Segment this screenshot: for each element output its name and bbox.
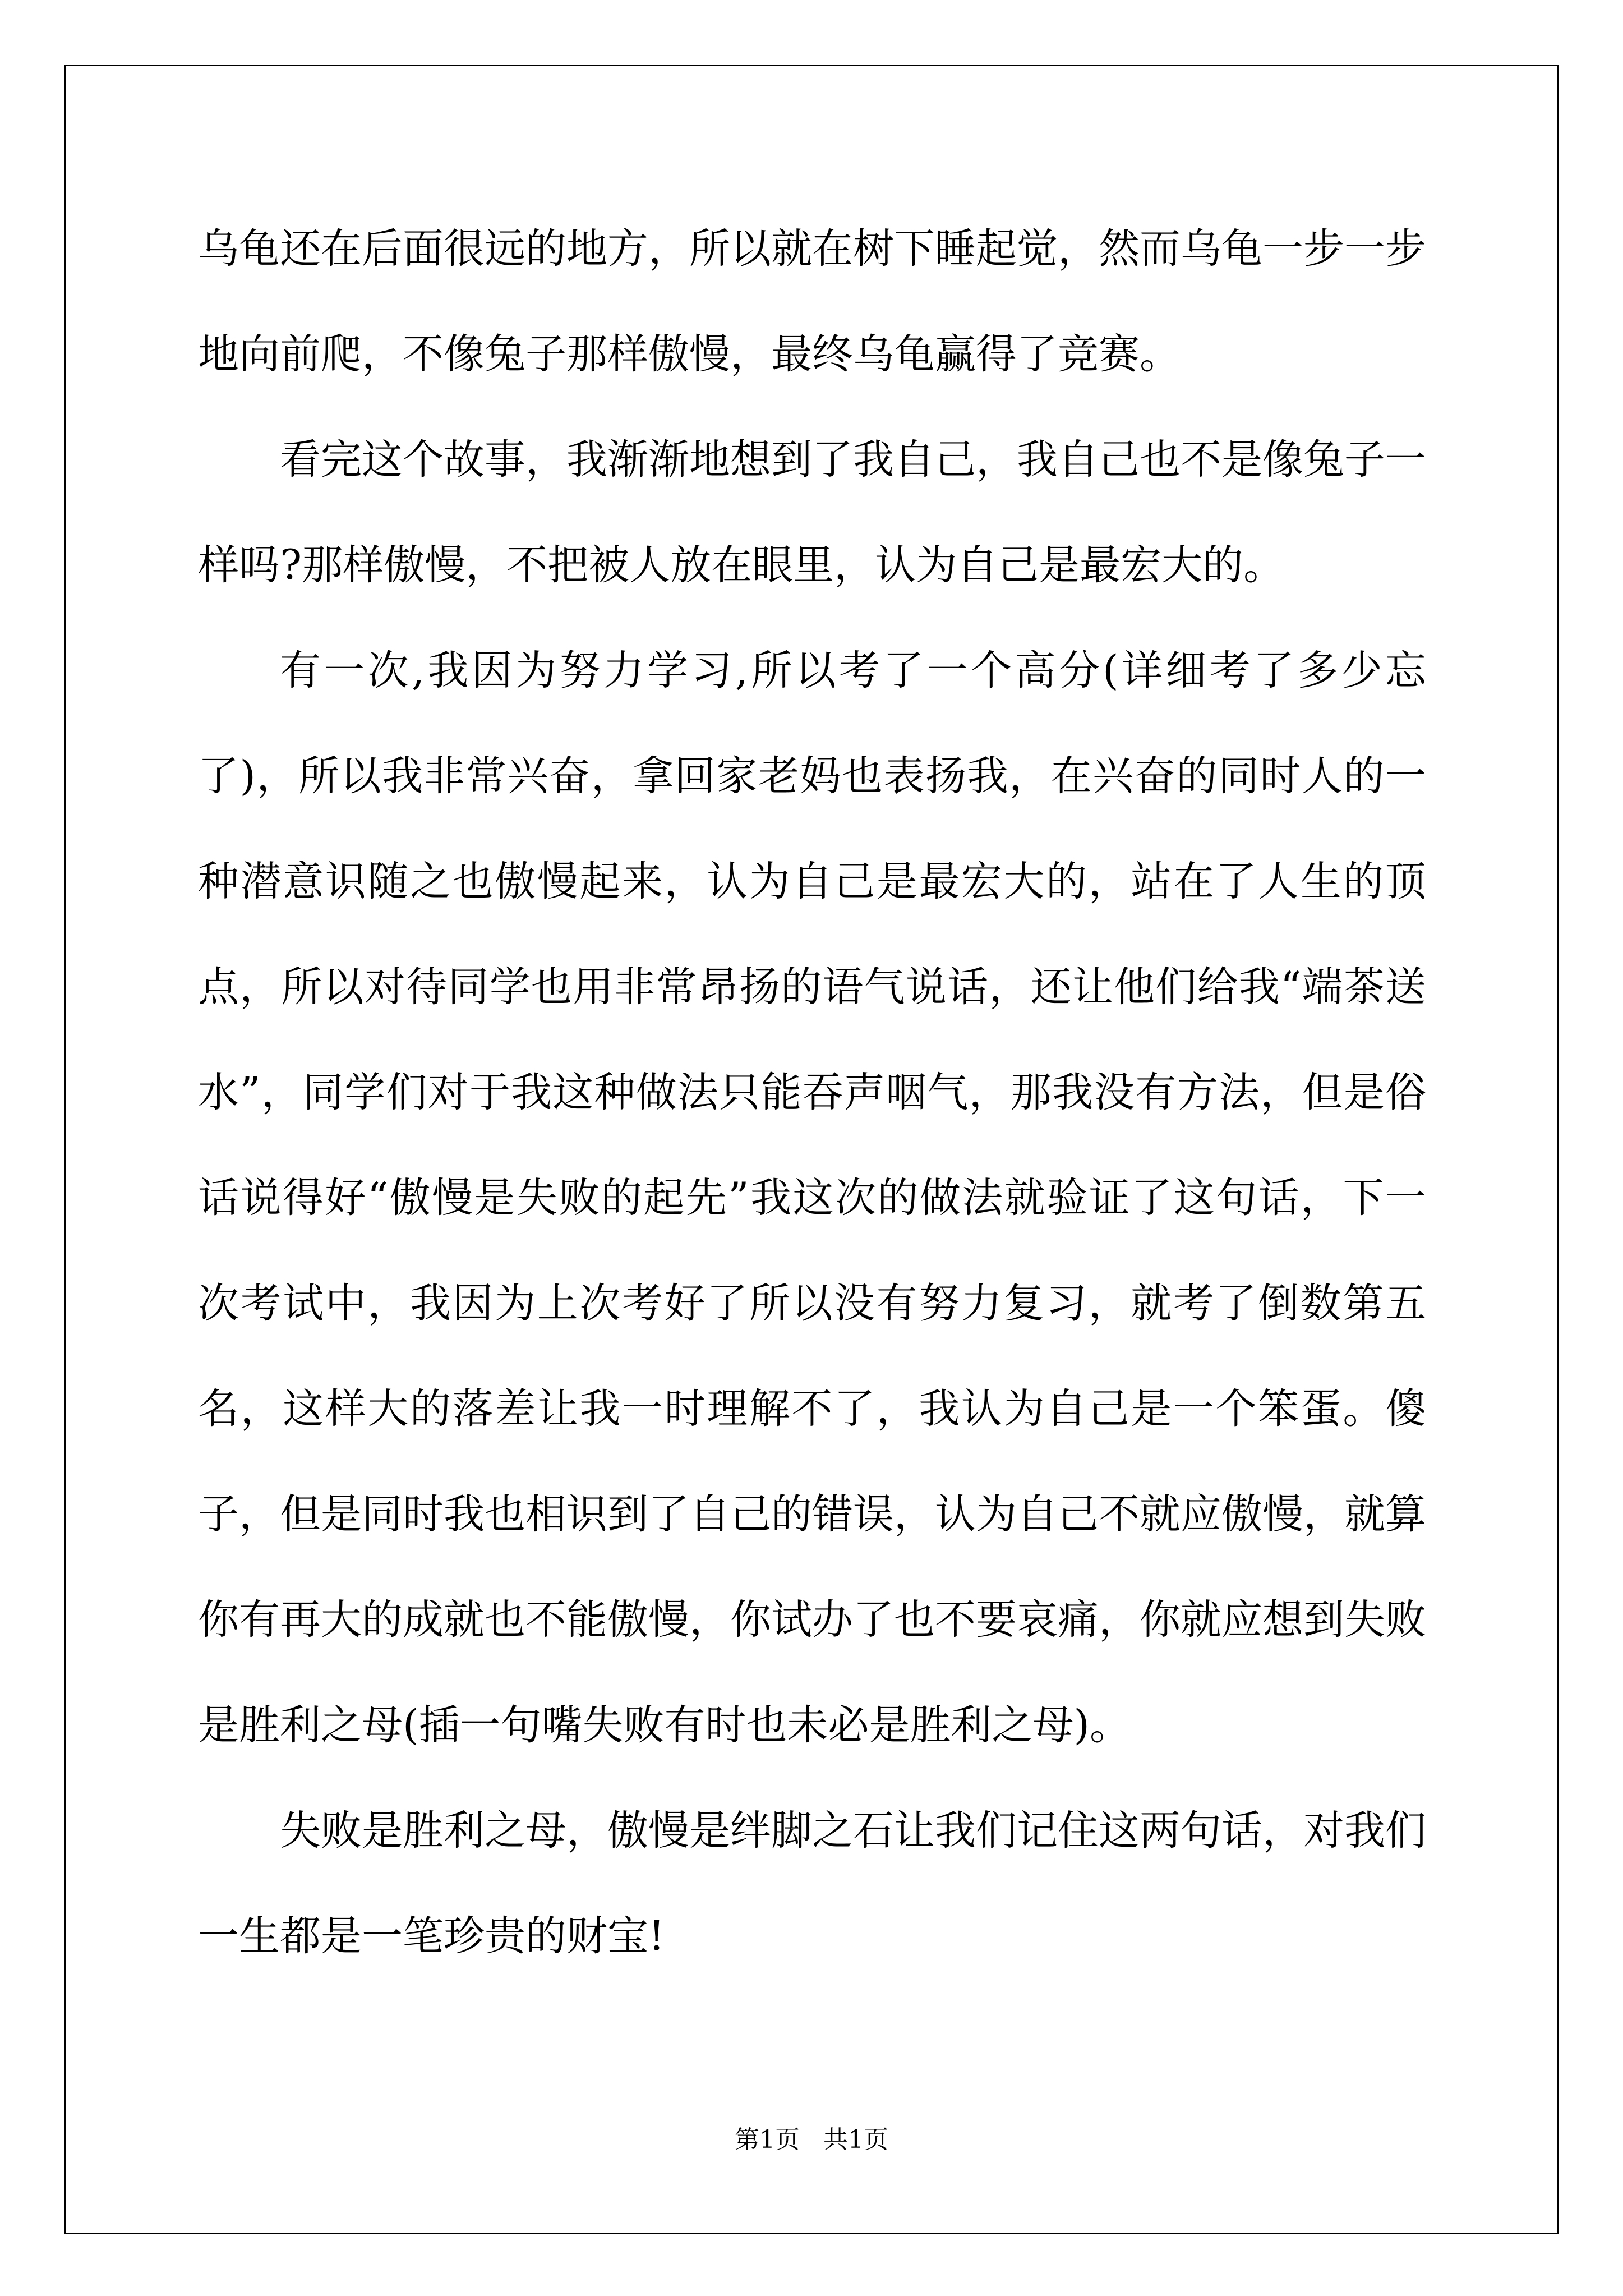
document-body xyxy=(198,196,1426,1989)
page-footer: 第1页 共1页 xyxy=(735,2125,888,2154)
paragraph-4: 失败是胜利之母，傲慢是绊脚之石让我们记住这两句话，对我们一生都是一笔珍贵的财宝! xyxy=(198,1807,1426,1960)
paragraph-3: 有一次,我因为努力学习,所以考了一个高分(详细考了多少忘了)，所以我非常兴奋，拿回家老妈也表扬我，在兴奋的同时人的一种潜意识随之也傲慢起来，认为自己是最宏大的，站在了人生的顶点，所以对待同学也用非常昂扬的语气说话，还让他们给我“端茶送水”，同学们对于我这种做法只能吞声咽气，那我没有方法，但是俗话说得好“傲慢是失败的起先”我这次的做法就验证了这句话，下一次考试中，我因为上次考好了所以没有努力复习，就考了倒数第五名，这样大的落差让我一时理解不了，我认为自己是一个笨蛋。傻子，但是同时我也相识到了自己的错误，认为自己不就应傲慢，就算你有再大的成就也不能傲慢，你试办了也不要哀痛，你就应想到失败是胜利之母(插一句嘴失败有时也未必是胜利之母)。 xyxy=(198,647,1426,1749)
paragraph-1: 乌龟还在后面很远的地方，所以就在树下睡起觉，然而乌龟一步一步地向前爬，不像兔子那样傲慢，最终乌龟赢得了竞赛。 xyxy=(198,225,1426,378)
paragraph-2: 看完这个故事，我渐渐地想到了我自己，我自己也不是像兔子一样吗?那样傲慢，不把被人放在眼里，认为自己是最宏大的。 xyxy=(198,436,1426,589)
